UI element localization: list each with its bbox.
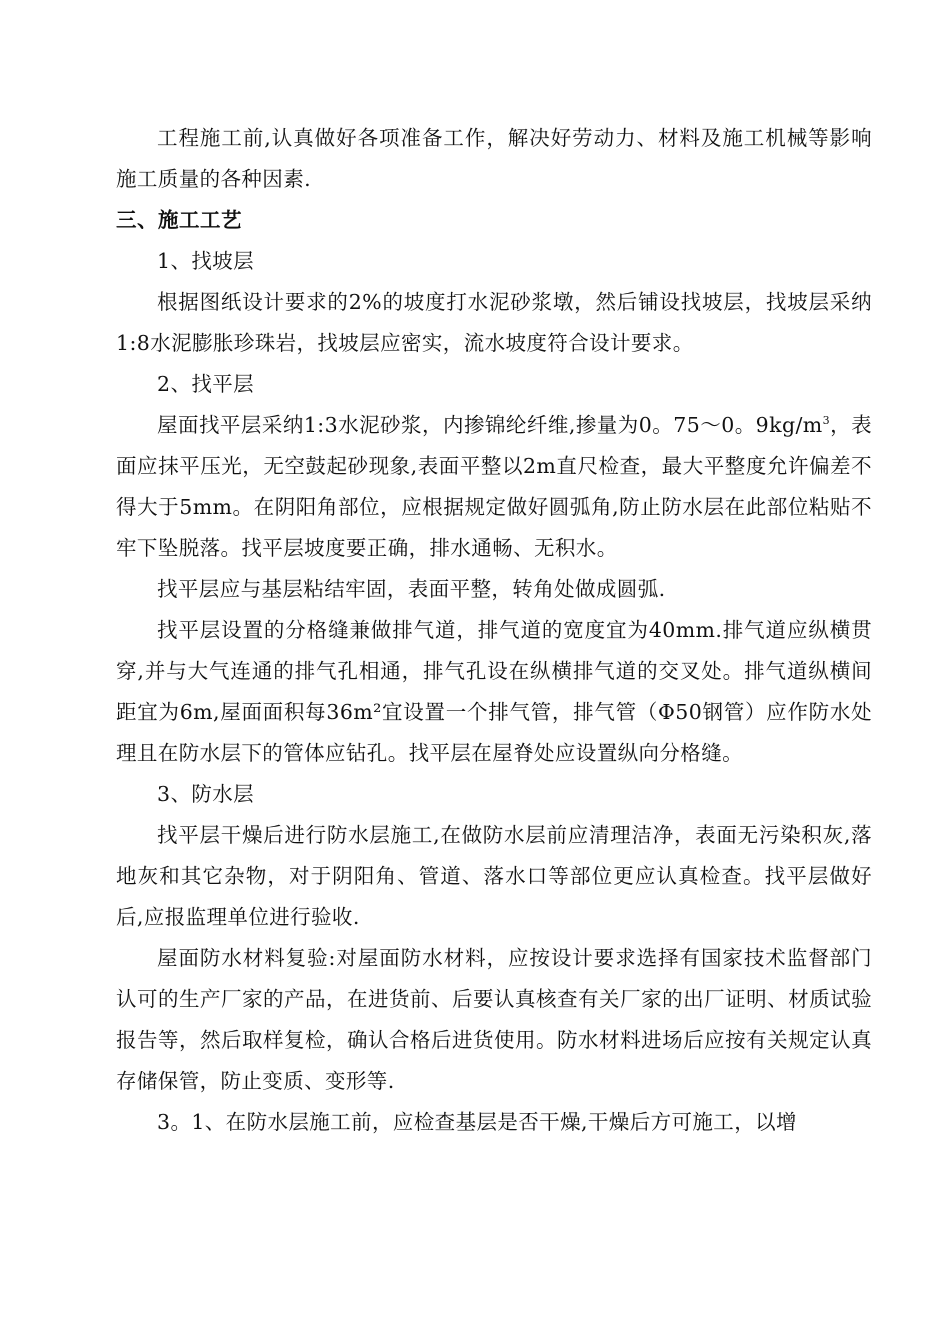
intro-paragraph: 工程施工前,认真做好各项准备工作，解决好劳动力、材料及施工机械等影响施工质量的各种因素. [116,126,872,191]
leveling-text-part2: ，表面应抹平压光，无空鼓起砂现象,表面平整以2m直尺检查，最大平整度允许偏差不得大于5mm。在阴阳角部位，应根据规定做好圆弧角,防止防水层在此部位粘贴不牢下坠脱落。找平层坡度要正确，排水通畅、无积水。 [116,413,872,560]
section-heading: 三、施工工艺 [116,208,242,232]
subsection-title-waterproof-layer: 3、防水层 [157,782,255,806]
slope-layer-paragraph: 根据图纸设计要求的2%的坡度打水泥砂浆墩，然后铺设找坡层，找坡层采纳1:8水泥膨胀珍珠岩，找坡层应密实，流水坡度符合设计要求。 [116,290,872,355]
subsection-title-slope-layer: 1、找坡层 [157,249,255,273]
leveling-layer-paragraph [116,405,872,569]
waterproof-material-paragraph: 屋面防水材料复验:对屋面防水材料，应按设计要求选择有国家技术监督部门认可的生产厂家的产品，在进货前、后要认真核查有关厂家的出厂证明、材质试验报告等，然后取样复检，确认合格后进货使用。防水材料进场后应按有关规定认真存储保管，防止变质、变形等. [116,946,872,1093]
cubic-superscript: 3 [822,414,831,428]
leveling-joints-paragraph: 找平层设置的分格缝兼做排气道，排气道的宽度宜为40mm.排气道应纵横贯穿,并与大气连通的排气孔相通，排气孔设在纵横排气道的交叉处。排气道纵横间距宜为6m,屋面面积每36m²宜设置一个排气管，排气管（Φ50钢管）应作防水处理且在防水层下的管体应钻孔。找平层在屋脊处应设置纵向分格缝。 [116,618,872,765]
document-body [116,118,872,1143]
leveling-bonding-paragraph: 找平层应与基层粘结牢固，表面平整，转角处做成圆弧. [157,577,666,601]
waterproof-3-1-paragraph: 3。1、在防水层施工前，应检查基层是否干燥,干燥后方可施工，以增 [157,1110,797,1134]
subsection-title-leveling-layer: 2、找平层 [157,372,255,396]
waterproof-prep-paragraph: 找平层干燥后进行防水层施工,在做防水层前应清理洁净，表面无污染积灰,落地灰和其它杂物，对于阴阳角、管道、落水口等部位更应认真检查。找平层做好后,应报监理单位进行验收. [116,823,872,929]
leveling-text-part1: 屋面找平层采纳1:3水泥砂浆，内掺锦纶纤维,掺量为0。75～0。9kg/m [157,413,823,437]
